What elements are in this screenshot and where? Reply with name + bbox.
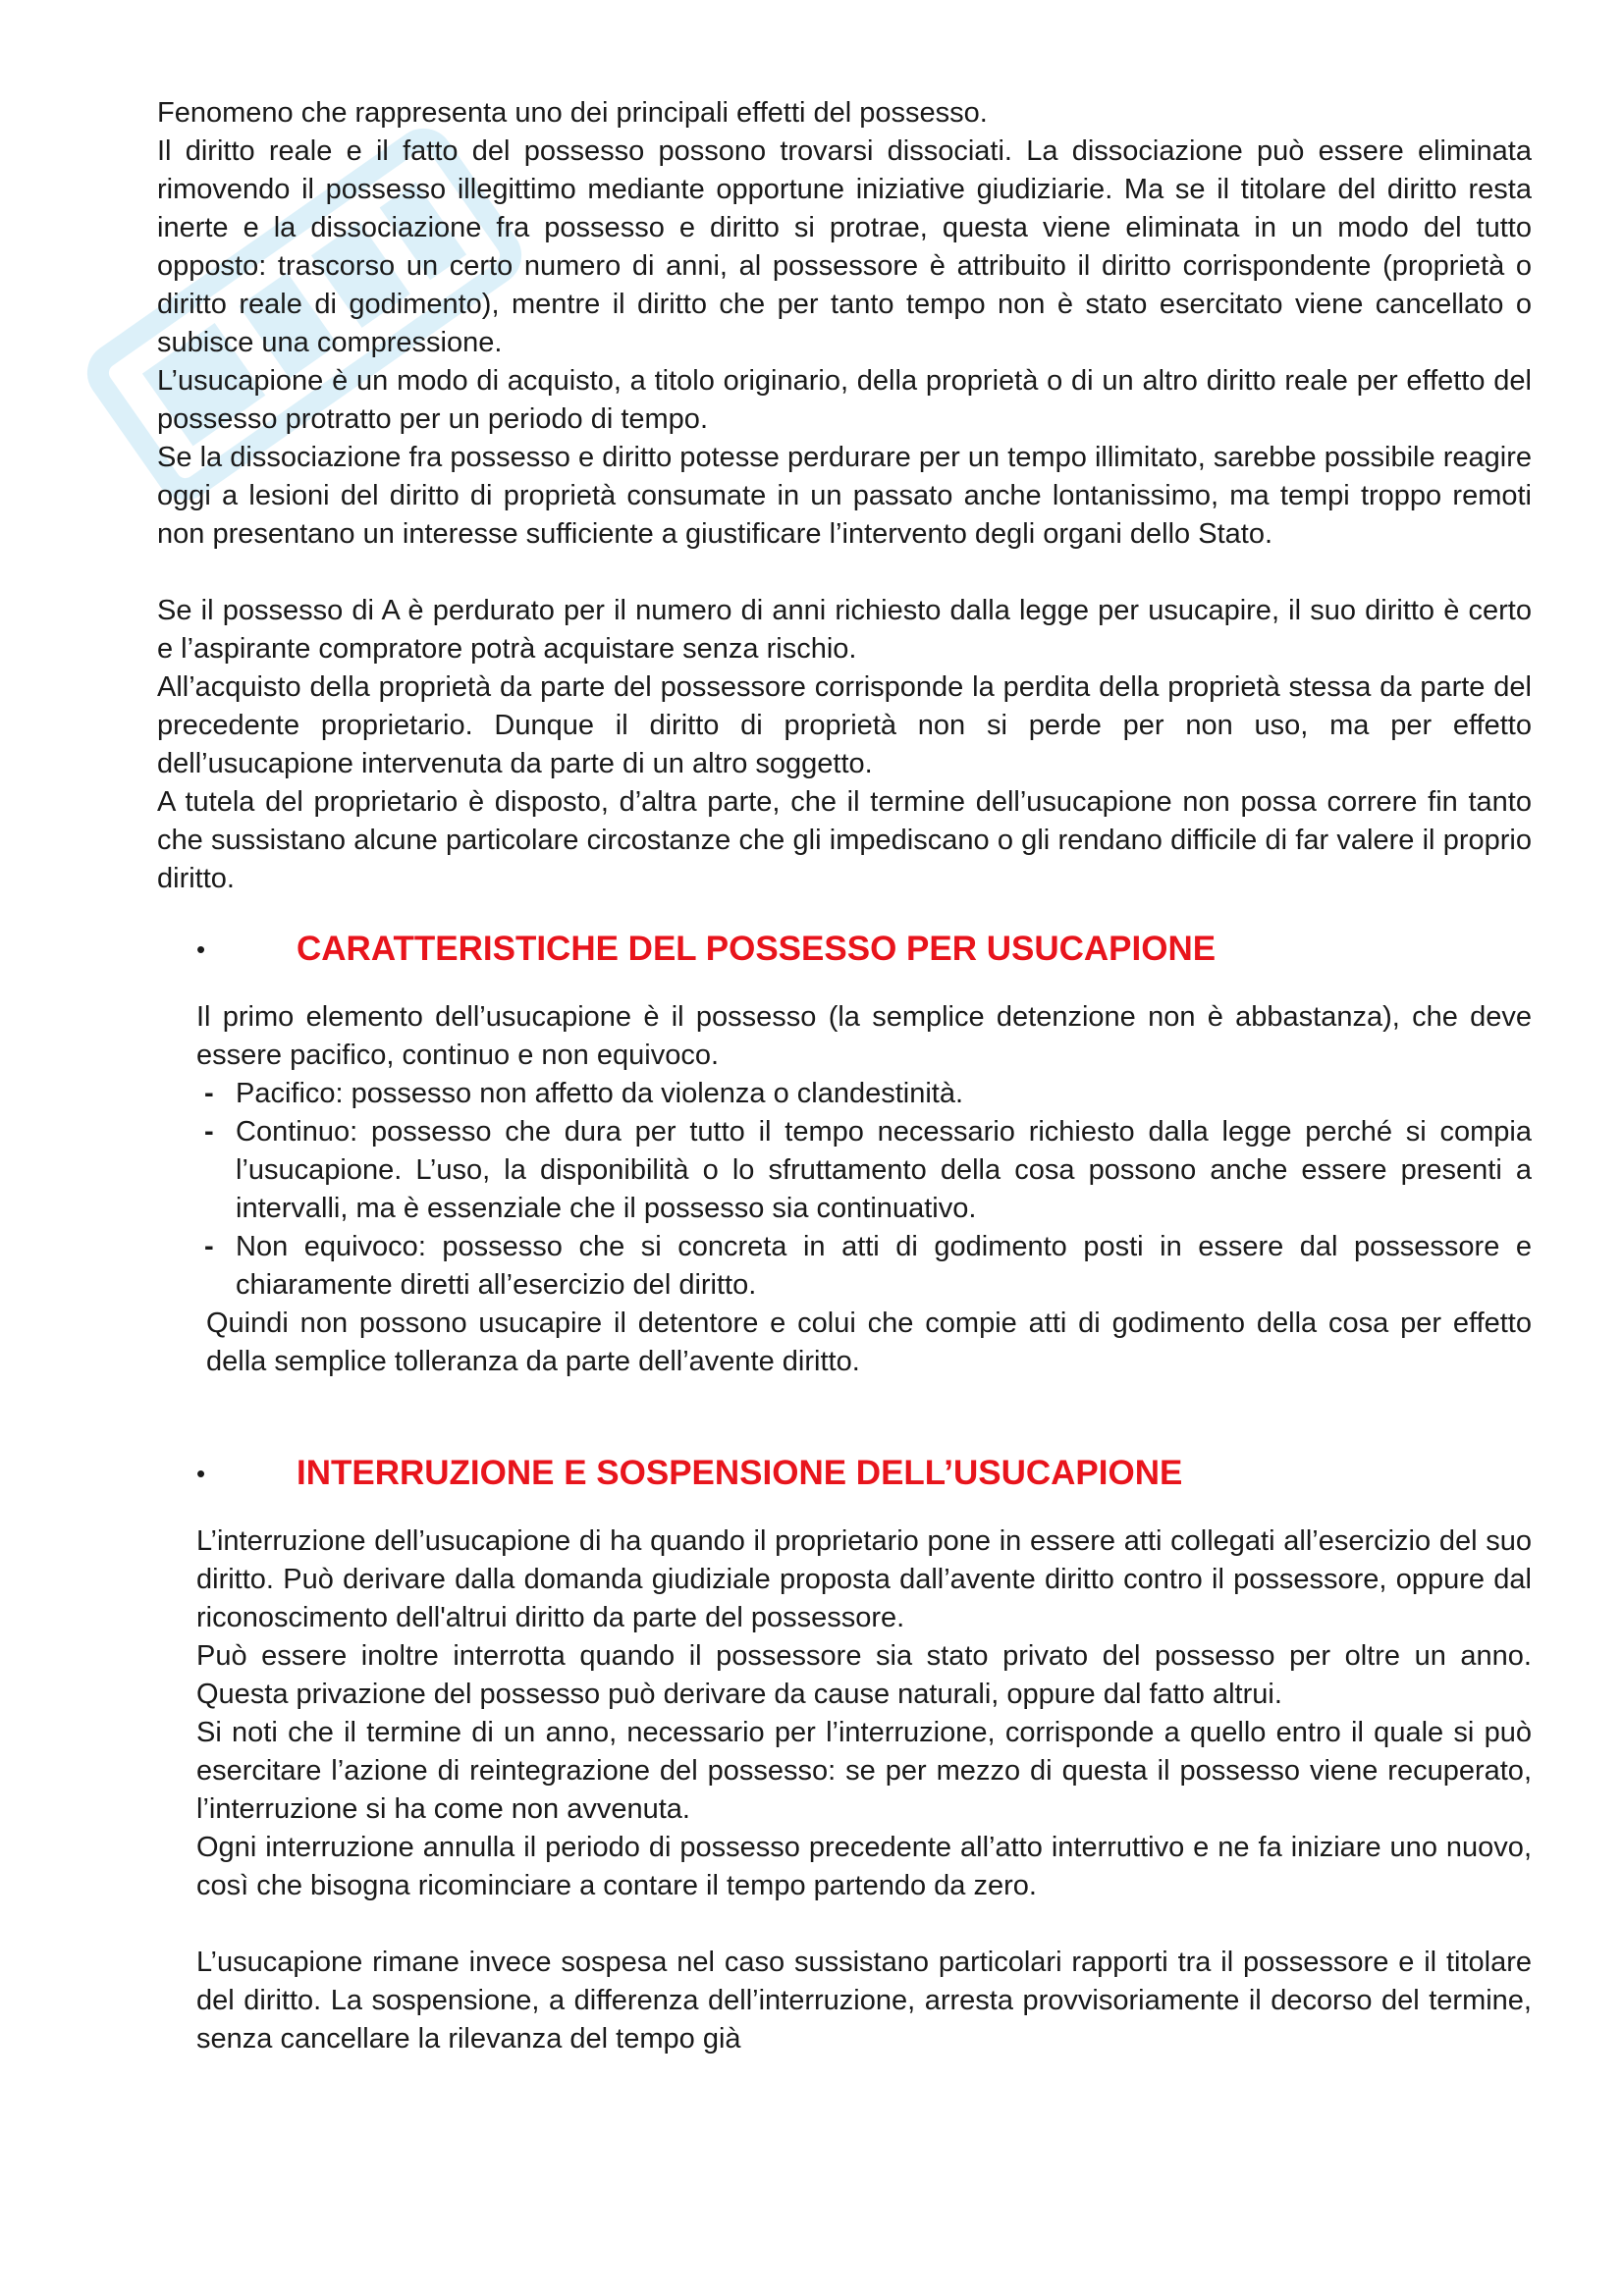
section-heading-caratteristiche [196, 920, 1532, 979]
bullet-icon: • [196, 1458, 206, 1488]
document-page [157, 94, 1532, 2058]
intro-paragraph-7: A tutela del proprietario è disposto, d’altra parte, che il termine dell’usucapione non possa correre fin tanto che sussistano alcune particolare circostanze che gli impediscano o gli rendano difficile di far valere il proprio diritto. [157, 786, 1532, 894]
characteristics-list [196, 1075, 1532, 1305]
list-item: - Non equivoco: possesso che si concreta in atti di godimento posti in essere dal possessore e chiaramente diretti all’esercizio del diritto. [196, 1228, 1532, 1305]
section2-paragraph-3: Si noti che il termine di un anno, necessario per l’interruzione, corrisponde a quello entro il quale si può esercitare l’azione di reintegrazione del possesso: se per mezzo di questa il possesso viene recuperato, l’interruzione si ha come non avvenuta. [196, 1717, 1532, 1825]
spacer [157, 554, 1532, 592]
list-item: - Pacifico: possesso non affetto da violenza o clandestinità. [196, 1075, 1532, 1113]
intro-paragraph-4: Se la dissociazione fra possesso e diritto potesse perdurare per un tempo illimitato, sarebbe possibile reagire oggi a lesioni del diritto di proprietà consumate in un passato anche lontanissimo, ma tempi troppo remoti non presentano un interesse sufficiente a giustificare l’intervento degli organi dello Stato. [157, 442, 1532, 550]
section2-paragraph-1: L’interruzione dell’usucapione di ha quando il proprietario pone in essere atti collegati all’esercizio del suo diritto. Può derivare dalla domanda giudiziale proposta dall’avente diritto contro il possessore, oppure dal riconoscimento dell'altrui diritto da parte del possessore. [196, 1525, 1532, 1633]
intro-paragraph-1: Fenomeno che rappresenta uno dei principali effetti del possesso. [157, 97, 988, 129]
intro-paragraph-5: Se il possesso di A è perdurato per il numero di anni richiesto dalla legge per usucapire, il suo diritto è certo e l’aspirante compratore potrà acquistare senza rischio. [157, 595, 1532, 665]
intro-paragraph-6: All’acquisto della proprietà da parte del possessore corrisponde la perdita della proprietà stessa da parte del precedente proprietario. Dunque il diritto di proprietà non si perde per non uso, ma per effetto dell’usucapione intervenuta da parte di un altro soggetto. [157, 671, 1532, 779]
section2-paragraph-2: Può essere inoltre interrotta quando il possessore sia stato privato del possesso per oltre un anno. Questa privazione del possesso può derivare da cause naturali, oppure dal fatto altrui. [196, 1640, 1532, 1710]
spacer [157, 1905, 1532, 1944]
section1-lead: Il primo elemento dell’usucapione è il possesso (la semplice detenzione non è abbastanza), che deve essere pacifico, continuo e non equivoco. [196, 1001, 1532, 1071]
section-title: CARATTERISTICHE DEL POSSESSO PER USUCAPIONE [297, 930, 1217, 968]
intro-paragraph-2: Il diritto reale e il fatto del possesso possono trovarsi dissociati. La dissociazione può essere eliminata rimovendo il possesso illegittimo mediante opportune iniziative giudiziarie. Ma se il titolare del diritto resta inerte e la dissociazione fra possesso e diritto si protrae, questa viene eliminata in un modo del tutto opposto: trascorso un certo numero di anni, al possessore è attribuito il diritto corrispondente (proprietà o diritto reale di godimento), mentre il diritto che per tanto tempo non è stato esercitato viene cancellato o subisce una compressione. [157, 135, 1532, 358]
intro-paragraph-3: L’usucapione è un modo di acquisto, a titolo originario, della proprietà o di un altro diritto reale per effetto del possesso protratto per un periodo di tempo. [157, 365, 1532, 435]
section2-paragraph-4: Ogni interruzione annulla il periodo di possesso precedente all’atto interruttivo e ne fa iniziare uno nuovo, così che bisogna ricominciare a contare il tempo partendo da zero. [196, 1832, 1532, 1901]
list-item: - Continuo: possesso che dura per tutto il tempo necessario richiesto dalla legge perché si compia l’usucapione. L’uso, la disponibilità o lo sfruttamento della cosa possono anche essere presenti a intervalli, ma è essenziale che il possesso sia continuativo. [196, 1113, 1532, 1228]
section-title: INTERRUZIONE E SOSPENSIONE DELL’USUCAPIONE [297, 1454, 1183, 1492]
bullet-icon: • [196, 934, 206, 964]
section-heading-interruzione [196, 1444, 1532, 1503]
section1-conclusion: Quindi non possono usucapire il detentore e colui che compie atti di godimento della cosa per effetto della semplice tolleranza da parte dell’avente diritto. [206, 1308, 1532, 1377]
section2-paragraph-5: L’usucapione rimane invece sospesa nel caso sussistano particolari rapporti tra il possessore e il titolare del diritto. La sospensione, a differenza dell’interruzione, arresta provvisoriamente il decorso del termine, senza cancellare la rilevanza del tempo già [196, 1947, 1532, 2055]
